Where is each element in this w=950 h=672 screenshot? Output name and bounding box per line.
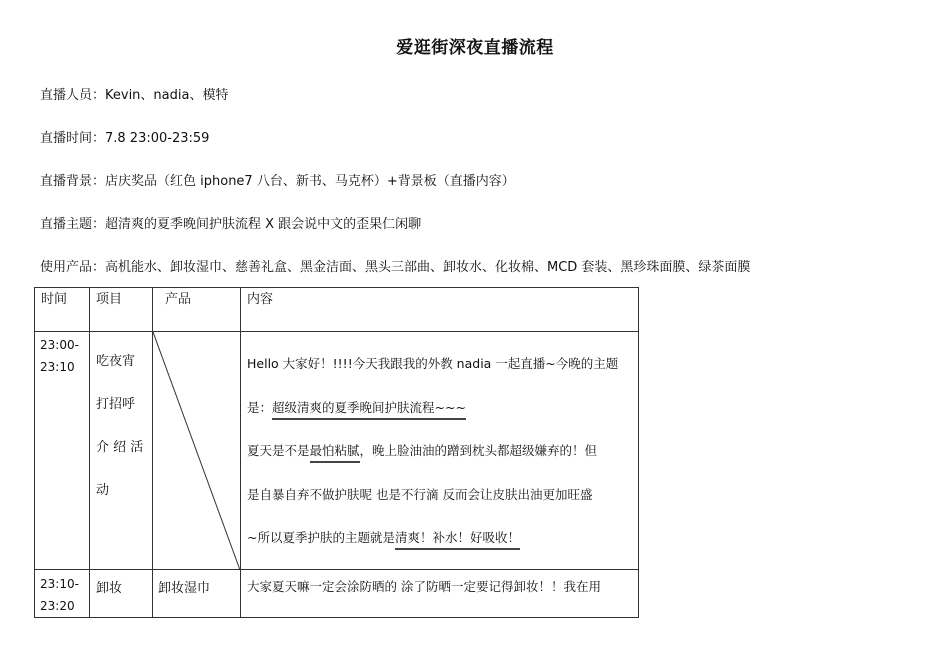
cell-time [35, 570, 90, 618]
flow-table [34, 287, 639, 618]
content-line: 是自暴自弃不做护肤呢 也是不行滴 反而会让皮肤出油更加旺盛 [247, 486, 593, 502]
content-line: 是：超级清爽的夏季晚间护肤流程~~~ [247, 386, 632, 430]
cell-content: 大家夏天嘛一定会涂防晒的 涂了防晒一定要记得卸妆！！我在用 [241, 570, 639, 618]
cell-content [241, 332, 639, 570]
content-line: ~所以夏季护肤的主题就是清爽！补水！好吸收！ [247, 516, 632, 560]
document-title: 爱逛街深夜直播流程 [396, 38, 554, 58]
header-content: 内容 [241, 288, 639, 332]
content-line: 夏天是不是最怕粘腻，晚上脸油油的蹭到枕头都超级嫌弃的！但 [247, 429, 632, 473]
table-row [35, 570, 639, 618]
header-item: 项目 [90, 288, 153, 332]
time-start: 23:10- [40, 577, 79, 591]
diagonal-line [153, 332, 241, 570]
meta-products: 使用产品：高机能水、卸妆湿巾、慈善礼盒、黑金洁面、黑头三部曲、卸妆水、化妆棉、MCD 套装、黑珍珠面膜、绿茶面膜 [40, 260, 751, 275]
item-line: 打招呼 [96, 397, 136, 412]
item-line: 动 [96, 483, 110, 498]
underlined-text: 清爽！补水！好吸收！ [395, 530, 520, 550]
content-line: Hello 大家好！!!!!今天我跟我的外教 nadia 一起直播~今晚的主题 [247, 356, 619, 371]
meta-people: 直播人员：Kevin、nadia、模特 [40, 88, 229, 103]
header-time: 时间 [35, 288, 90, 332]
cell-product: 卸妆湿巾 [153, 570, 241, 618]
cell-item [90, 332, 153, 570]
underlined-text: 最怕粘腻 [310, 443, 360, 463]
time-end: 23:20 [40, 599, 75, 613]
meta-theme: 直播主题：超清爽的夏季晚间护肤流程 X 跟会说中文的歪果仁闲聊 [40, 217, 422, 232]
cell-product-empty [153, 332, 241, 570]
table-header-row [35, 288, 639, 332]
item-line: 介 绍 活 [96, 440, 144, 455]
header-product: 产品 [153, 288, 241, 332]
item-line: 吃夜宵 [96, 354, 136, 369]
time-end: 23:10 [40, 360, 75, 374]
time-start: 23:00- [40, 338, 79, 352]
meta-background: 直播背景：店庆奖品（红色 iphone7 八台、新书、马克杯）+背景板（直播内容） [40, 174, 515, 189]
cell-time [35, 332, 90, 570]
underlined-text: 超级清爽的夏季晚间护肤流程~~~ [272, 400, 466, 420]
table-row [35, 332, 639, 570]
meta-time: 直播时间：7.8 23:00-23:59 [40, 131, 210, 146]
cell-item: 卸妆 [90, 570, 153, 618]
